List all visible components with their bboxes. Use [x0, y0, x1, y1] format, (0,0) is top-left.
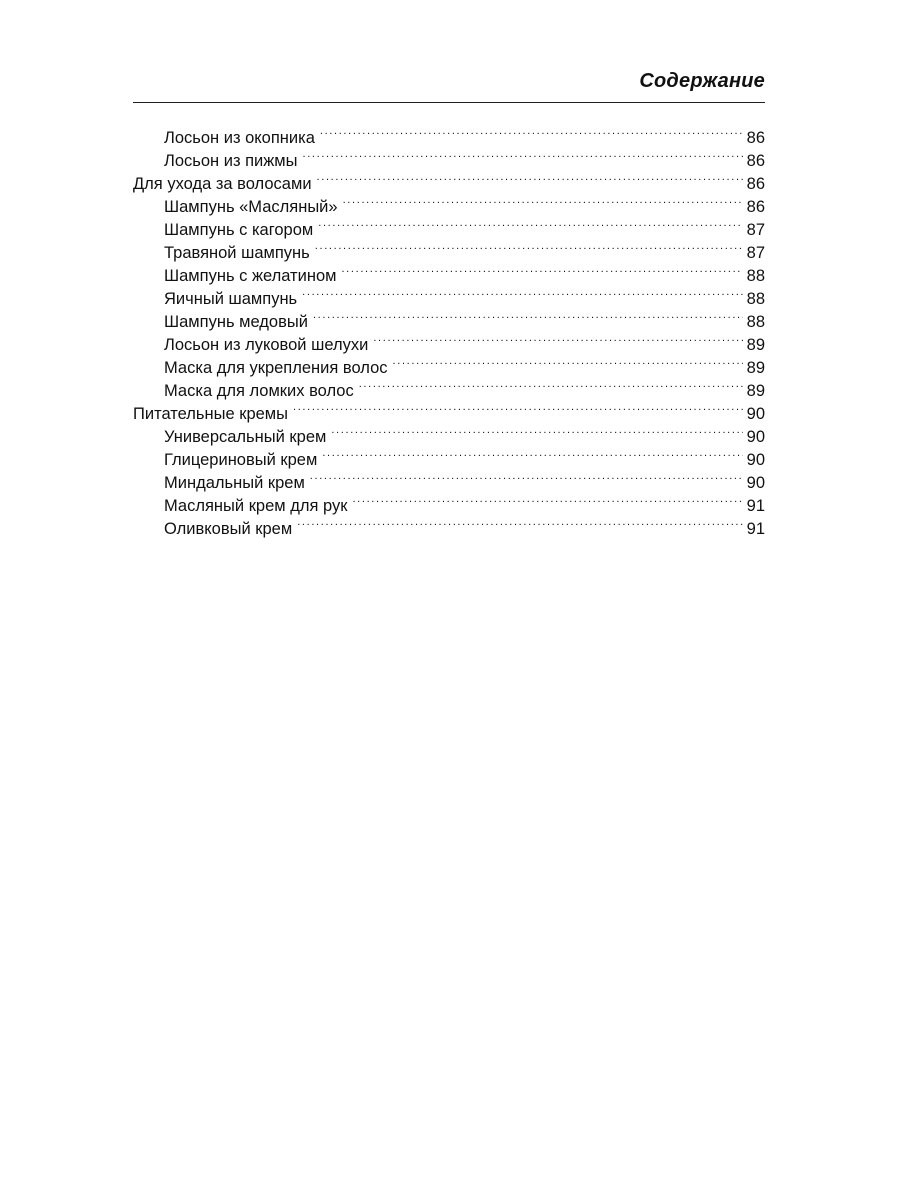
running-head-title: Содержание [639, 70, 765, 92]
toc-entry-title: Травяной шампунь [164, 244, 310, 262]
toc-entry-page: 89 [746, 336, 765, 354]
toc-entry-page: 90 [746, 474, 765, 492]
toc-entry-title: Шампунь «Масляный» [164, 198, 338, 216]
toc-dot-leader [393, 350, 743, 373]
toc-entry-page: 88 [746, 267, 765, 285]
toc-dot-leader [297, 511, 742, 534]
toc-entry-page: 91 [746, 520, 765, 538]
toc-entry-page: 88 [746, 313, 765, 331]
toc-entry-title: Универсальный крем [164, 428, 327, 446]
toc-entry-title: Шампунь с желатином [164, 267, 337, 285]
toc-entry-page: 87 [746, 221, 765, 239]
toc-entry-page: 86 [746, 129, 765, 147]
toc-entry-page: 89 [746, 382, 765, 400]
toc-entry-title: Глицериновый крем [164, 451, 318, 469]
toc-entry-title: Яичный шампунь [164, 290, 298, 308]
toc-entry-page: 91 [746, 497, 765, 515]
toc-dot-leader [359, 373, 743, 396]
toc-entry-title: Шампунь медовый [164, 313, 308, 331]
toc-dot-leader [320, 120, 743, 143]
toc-dot-leader [302, 143, 742, 166]
toc-entry-page: 89 [746, 359, 765, 377]
toc-dot-leader [322, 442, 742, 465]
toc-entry-page: 90 [746, 405, 765, 423]
toc-dot-leader [317, 166, 743, 189]
toc-entry-title: Лосьон из пижмы [164, 152, 298, 170]
toc-entry-title: Питательные кремы [133, 405, 288, 423]
toc-entry-page: 90 [746, 451, 765, 469]
header-rule [133, 102, 765, 103]
toc-dot-leader [352, 488, 742, 511]
toc-entry-page: 86 [746, 198, 765, 216]
toc-dot-leader [343, 189, 743, 212]
toc-entry-title: Масляный крем для рук [164, 497, 348, 515]
toc-dot-leader [310, 465, 743, 488]
toc-dot-leader [313, 304, 743, 327]
toc-dot-leader [341, 258, 742, 281]
toc-dot-leader [318, 212, 742, 235]
toc-entry-page: 87 [746, 244, 765, 262]
toc-entry-page: 88 [746, 290, 765, 308]
toc-entry-title: Маска для укрепления волос [164, 359, 388, 377]
toc-entry-title: Оливковый крем [164, 520, 293, 538]
toc-entry-page: 86 [746, 152, 765, 170]
toc-dot-leader [331, 419, 742, 442]
toc-entry-title: Лосьон из луковой шелухи [164, 336, 369, 354]
toc-entry-title: Миндальный крем [164, 474, 305, 492]
toc-entry-page: 86 [746, 175, 765, 193]
toc-entry-title: Лосьон из окопника [164, 129, 315, 147]
toc-entry [133, 120, 765, 147]
toc-entry-title: Для ухода за волосами [133, 175, 312, 193]
toc-dot-leader [315, 235, 743, 258]
toc-dot-leader [293, 396, 743, 419]
toc-dot-leader [302, 281, 742, 304]
toc-entry-page: 90 [746, 428, 765, 446]
toc-dot-leader [373, 327, 742, 350]
toc-entry-title: Маска для ломких волос [164, 382, 354, 400]
toc-entry-title: Шампунь с кагором [164, 221, 314, 239]
table-of-contents [133, 120, 765, 538]
